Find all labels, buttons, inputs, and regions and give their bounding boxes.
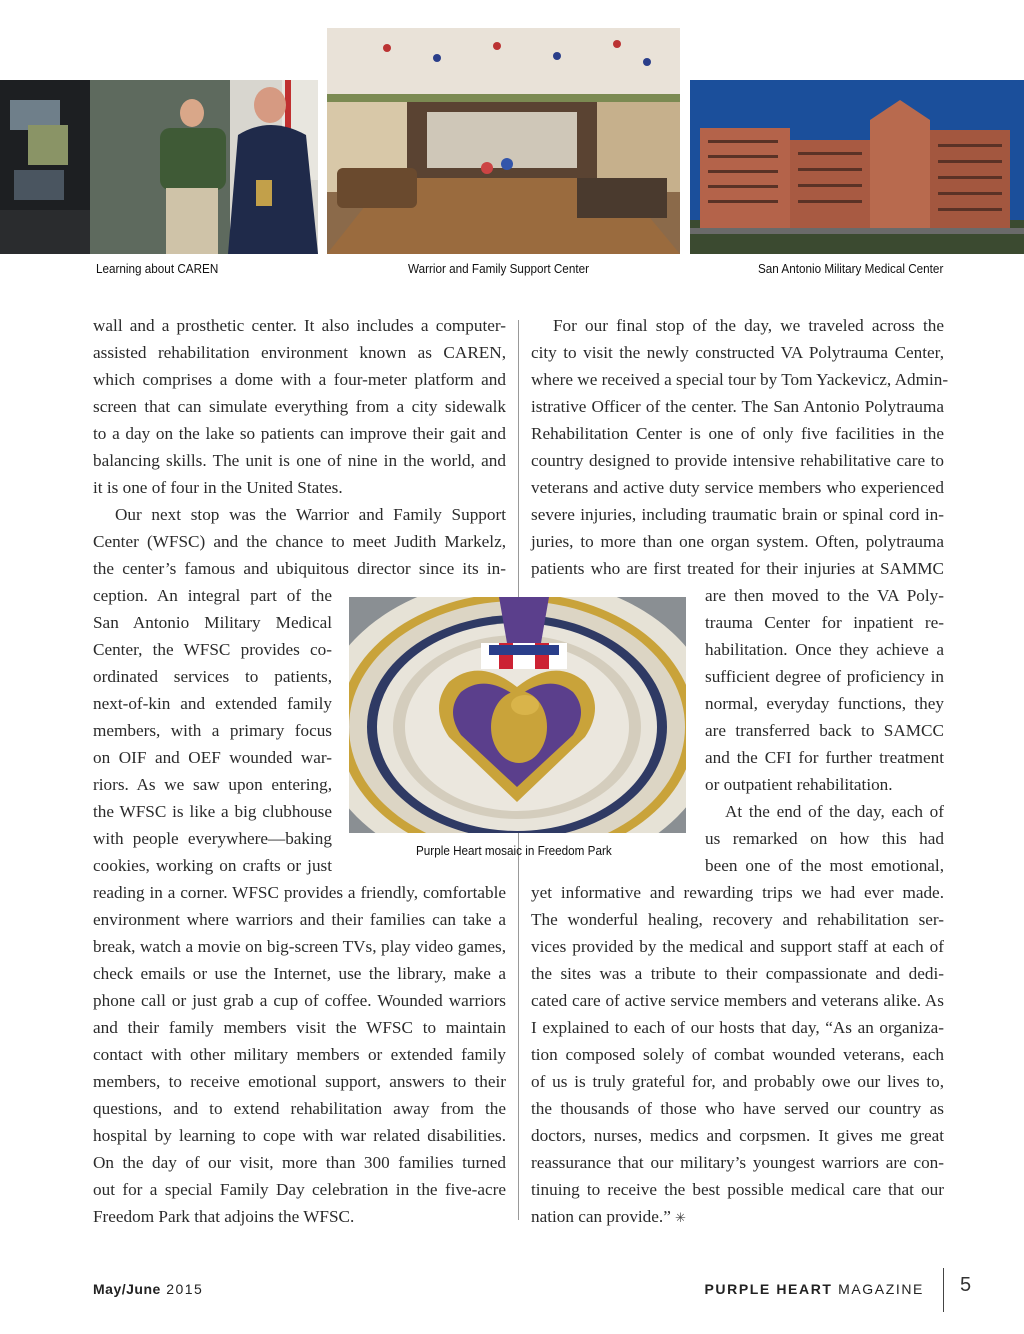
footer-issue-date bbox=[93, 1281, 203, 1297]
text-line: screen that can simulate everything from a city sidewalk bbox=[93, 397, 506, 416]
text-line: are then moved to the VA Poly- bbox=[705, 586, 944, 605]
text-line: veterans and active duty service members who experienced bbox=[531, 478, 944, 497]
footer-month: May/June bbox=[93, 1281, 161, 1297]
text-line: members, with a primary focus bbox=[93, 721, 332, 740]
text-line: the WFSC is like a big clubhouse bbox=[93, 802, 332, 821]
photo-purple-heart-mosaic bbox=[349, 597, 686, 833]
footer-rule bbox=[943, 1268, 944, 1312]
text-line: The wonderful healing, recovery and rehabilitation ser- bbox=[531, 910, 944, 929]
text-line: wall and a prosthetic center. It also includes a computer- bbox=[93, 316, 506, 335]
text-line: where we received a special tour by Tom Yackevicz, Admin- bbox=[531, 370, 949, 389]
photo-sammc bbox=[690, 80, 1024, 254]
text-line: Rehabilitation Center is one of only five facilities in the bbox=[531, 424, 944, 443]
right-column-narrow bbox=[705, 582, 944, 879]
text-line: the center’s famous and ubiquitous director since its in- bbox=[93, 559, 506, 578]
text-line: vices provided by the medical and support staff at each of bbox=[531, 937, 944, 956]
text-line: been one of the most emotional, bbox=[705, 856, 944, 875]
caption-wfsc: Warrior and Family Support Center bbox=[408, 261, 589, 276]
text-line: patients who are first treated for their injuries at SAMMC bbox=[531, 559, 944, 578]
text-line: or outpatient rehabilitation. bbox=[705, 775, 893, 794]
text-line: reassurance that our military’s youngest warriors are con- bbox=[531, 1153, 944, 1172]
photo-wfsc bbox=[327, 28, 680, 254]
text-line: next-of-kin and extended family bbox=[93, 694, 332, 713]
text-line: of us is truly grateful for, and probably owe our lives to, bbox=[531, 1072, 944, 1091]
text-line: us remarked on how this had bbox=[705, 829, 944, 848]
text-line: ordinated services to patients, bbox=[93, 667, 332, 686]
text-line: break, watch a movie on big-screen TVs, play video games, bbox=[93, 937, 506, 956]
text-line: Center (WFSC) and the chance to meet Judith Markelz, bbox=[93, 532, 506, 551]
text-line: ception. An integral part of the bbox=[93, 586, 332, 605]
left-column-narrow bbox=[93, 582, 332, 879]
footer-year: 2015 bbox=[166, 1281, 204, 1297]
text-line: hospital by learning to cope with war related disabilities. bbox=[93, 1126, 506, 1145]
page-number: 5 bbox=[960, 1274, 972, 1296]
text-line: questions, and to extend rehabilitation away from the bbox=[93, 1099, 506, 1118]
text-line: San Antonio Military Medical bbox=[93, 613, 332, 632]
text-line: are transferred back to SAMCC bbox=[705, 721, 944, 740]
text-line: members, to receive emotional support, answers to their bbox=[93, 1072, 506, 1091]
text-line: habilitation. Once they achieve a bbox=[705, 640, 944, 659]
photo-caren bbox=[0, 80, 318, 254]
text-line: cated care of active service members and veterans alike. As bbox=[531, 991, 944, 1010]
text-line: it is one of four in the United States. bbox=[93, 478, 343, 497]
caption-sammc: San Antonio Military Medical Center bbox=[758, 261, 944, 276]
text-line: and their family members visit the WFSC to maintain bbox=[93, 1018, 506, 1037]
footer-mag-light: MAGAZINE bbox=[838, 1281, 924, 1297]
text-line: doctors, nurses, medics and corpsmen. It gives me great bbox=[531, 1126, 944, 1145]
text-line: sufficient degree of proficiency in bbox=[705, 667, 944, 686]
text-line: city to visit the newly constructed VA Polytrauma Center, bbox=[531, 343, 944, 362]
right-column-bottom bbox=[531, 879, 944, 1232]
text-line: cookies, working on crafts or just bbox=[93, 856, 332, 875]
text-line: phone call or just grab a cup of coffee. Wounded warriors bbox=[93, 991, 506, 1010]
text-line: reading in a corner. WFSC provides a friendly, comfortable bbox=[93, 883, 506, 902]
end-mark-icon: ✳ bbox=[675, 1211, 687, 1226]
text-line: balancing skills. The unit is one of nine in the world, and bbox=[93, 451, 506, 470]
right-column-top bbox=[531, 312, 949, 582]
text-line: For our final stop of the day, we traveled across the bbox=[553, 316, 944, 335]
text-line: Freedom Park that adjoins the WFSC. bbox=[93, 1207, 355, 1226]
text-line bbox=[531, 1203, 944, 1232]
text-line: check emails or use the Internet, use the library, make a bbox=[93, 964, 506, 983]
text-line: tion composed solely of combat wounded veterans, each bbox=[531, 1045, 944, 1064]
text-line: severe injuries, including traumatic brain or spinal cord in- bbox=[531, 505, 944, 524]
text-line: trauma Center for inpatient re- bbox=[705, 613, 944, 632]
text-line: the sites was a tribute to their compassionate and dedi- bbox=[531, 964, 944, 983]
text-line: to a day on the lake so patients can improve their gait and bbox=[93, 424, 506, 443]
text-line: the thousands of those who have served our country as bbox=[531, 1099, 944, 1118]
text-line: on OIF and OEF wounded war- bbox=[93, 748, 332, 767]
footer-magazine-title bbox=[704, 1281, 924, 1297]
text-line: out for a special Family Day celebration in the five-acre bbox=[93, 1180, 506, 1199]
footer-mag-bold: PURPLE HEART bbox=[704, 1281, 833, 1297]
text-line: istrative Officer of the center. The San Antonio Polytrauma bbox=[531, 397, 944, 416]
text-line: riors. As we saw upon entering, bbox=[93, 775, 332, 794]
text-line: assisted rehabilitation environment known as CAREN, bbox=[93, 343, 506, 362]
text-line: with people everywhere—baking bbox=[93, 829, 332, 848]
caption-mosaic: Purple Heart mosaic in Freedom Park bbox=[416, 843, 612, 858]
text-line: Our next stop was the Warrior and Family Support bbox=[115, 505, 506, 524]
text-line: normal, everyday functions, they bbox=[705, 694, 944, 713]
text-line: juries, to more than one organ system. Often, polytrauma bbox=[531, 532, 944, 551]
text-line: contact with other military members or extended family bbox=[93, 1045, 506, 1064]
text-line: country designed to provide intensive rehabilitative care to bbox=[531, 451, 944, 470]
text-line: At the end of the day, each of bbox=[725, 802, 944, 821]
text-line: yet informative and rewarding trips we had ever made. bbox=[531, 883, 944, 902]
text-line: which comprises a dome with a four-meter platform and bbox=[93, 370, 506, 389]
text-line: and the CFI for further treatment bbox=[705, 748, 944, 767]
text-line: environment where warriors and their families can take a bbox=[93, 910, 506, 929]
text-line: tinuing to receive the best possible medical care that our bbox=[531, 1180, 944, 1199]
text-line: Center, the WFSC provides co- bbox=[93, 640, 332, 659]
caption-caren: Learning about CAREN bbox=[96, 261, 219, 276]
left-column-bottom bbox=[93, 879, 506, 1230]
text-line: On the day of our visit, more than 300 families turned bbox=[93, 1153, 506, 1172]
left-column-top bbox=[93, 312, 506, 582]
text-line: I explained to each of our hosts that day, “As an organiza- bbox=[531, 1018, 944, 1037]
final-line-text: nation can provide.” bbox=[531, 1207, 671, 1226]
